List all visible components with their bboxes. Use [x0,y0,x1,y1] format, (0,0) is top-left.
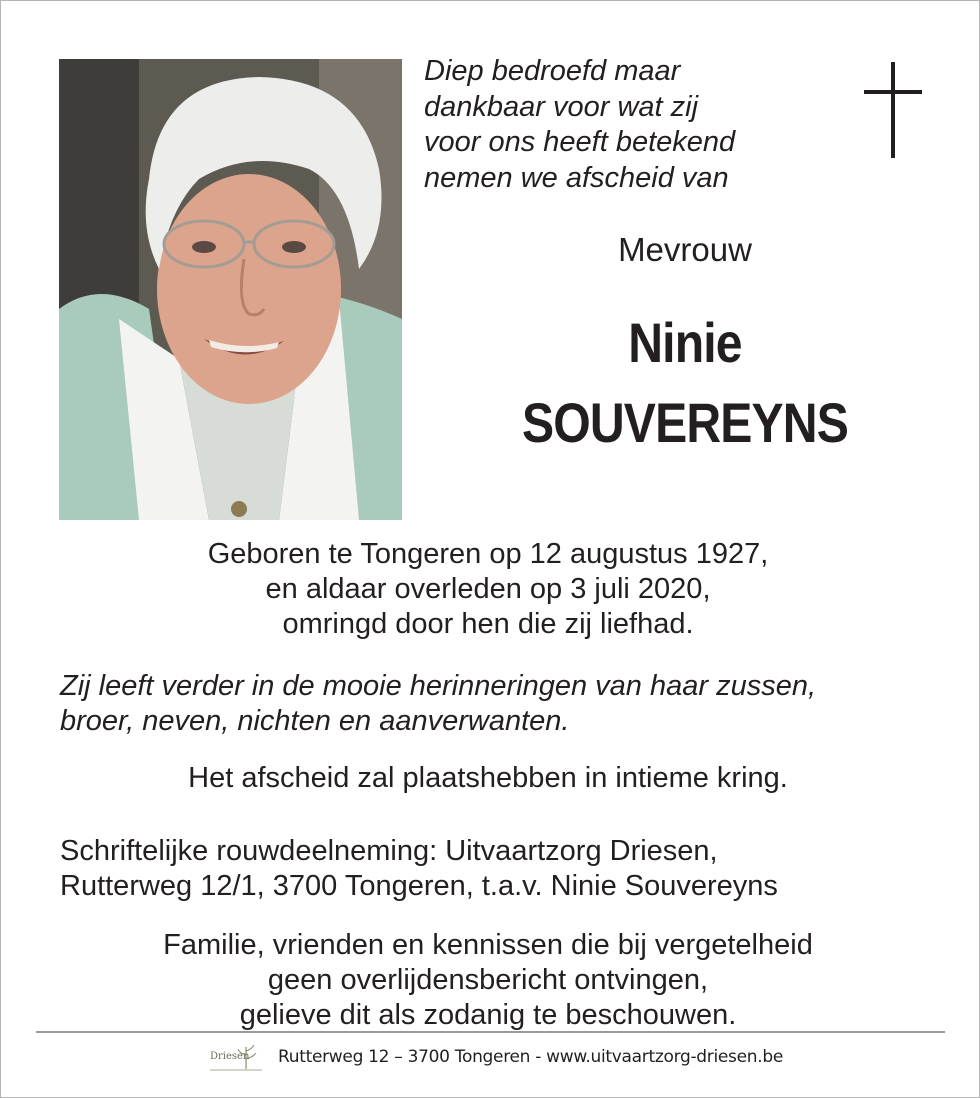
birth-death-line: en aldaar overleden op 3 juli 2020, [265,573,711,605]
intro-text [424,54,824,196]
birth-death-line: Geboren te Tongeren op 12 augustus 1927, [207,538,769,570]
intro-line: dankbaar voor wat zij [424,90,699,123]
intro-line: voor ons heeft betekend [424,126,736,158]
intro-line: nemen we afscheid van [424,161,729,194]
intro-line: Diep bedroefd maar [424,55,681,87]
last-name: SOUVEREYNS [522,391,848,454]
remembrance-text [60,669,960,739]
notice-line: Familie, vrienden en kennissen die bij vergetelheid [163,929,813,961]
notice-line: gelieve dit als zodanig te beschouwen. [239,999,737,1031]
remembrance-line: Zij leeft verder in de mooie herinneringen van haar zussen, [60,670,817,702]
honorific: Mevrouw [618,231,752,268]
notice-text [0,928,976,1033]
birth-death-line: omringd door hen die zij liefhad. [282,608,694,640]
notice-line: geen overlijdensbericht ontvingen, [267,964,709,996]
footer [208,1040,808,1076]
portrait-photo [59,59,402,520]
first-name: Ninie [628,311,742,374]
farewell-text: Het afscheid zal plaatshebben in intieme kring. [188,762,788,794]
footer-address: Rutterweg 12 – 3700 Tongeren - www.uitvaartzorg-driesen.be [278,1047,783,1067]
condolences-line: Rutterweg 12/1, 3700 Tongeren, t.a.v. Ninie Souvereyns [60,870,778,902]
condolences-text [60,834,960,904]
remembrance-line: broer, neven, nichten en aanverwanten. [60,705,570,737]
logo-text: Driesen [210,1051,250,1062]
condolences-line: Schriftelijke rouwdeelneming: Uitvaartzorg Driesen, [60,835,718,867]
funeral-home-logo [208,1043,264,1073]
footer-divider [36,1031,945,1033]
birth-death-text [0,537,976,642]
cross-icon [864,62,922,158]
